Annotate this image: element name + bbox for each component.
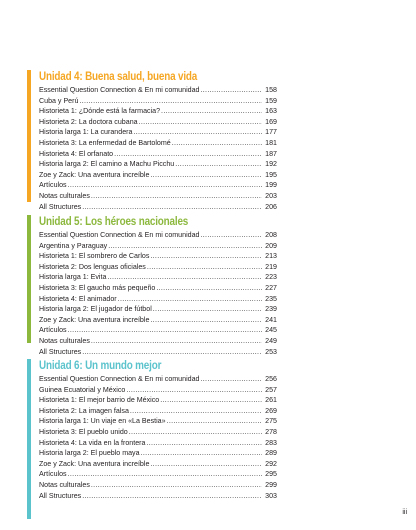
dot-leader — [156, 283, 262, 294]
page-number: iii — [402, 509, 407, 516]
toc-entry[interactable] — [39, 336, 277, 347]
toc-entry-title: Historieta 2: La imagen falsa — [39, 406, 129, 415]
toc-entry-title: Historia larga 2: El jugador de fútbol — [39, 305, 152, 314]
toc-entry-title: Historieta 3: El pueblo unido — [39, 427, 128, 436]
toc-entry[interactable] — [39, 283, 277, 294]
unit-5-section — [27, 215, 277, 356]
toc-entry-page: 278 — [265, 427, 277, 436]
toc-entry-page: 299 — [265, 480, 277, 489]
toc-entry-title: Essential Question Connection & En mi comunidad — [39, 231, 200, 239]
toc-entry[interactable] — [39, 395, 277, 406]
dot-leader — [139, 117, 262, 128]
toc-entry[interactable] — [39, 170, 277, 181]
unit-5-entries — [39, 230, 277, 357]
toc-entry-page: 275 — [265, 417, 277, 426]
dot-leader — [91, 336, 262, 347]
toc-entry-page: 192 — [265, 160, 277, 169]
toc-entry[interactable] — [39, 406, 277, 417]
dot-leader — [175, 159, 262, 170]
toc-entry-title: Zoe y Zack: Una aventura increíble — [39, 170, 150, 179]
toc-entry-title: Historieta 3: La enfermedad de Bartolomé — [39, 138, 171, 147]
toc-entry[interactable] — [39, 117, 277, 128]
toc-entry-page: 209 — [265, 241, 277, 250]
toc-entry[interactable] — [39, 325, 277, 336]
dot-leader — [118, 294, 262, 305]
dot-leader — [201, 85, 263, 96]
toc-entry[interactable] — [39, 202, 277, 213]
dot-leader — [150, 459, 262, 470]
unit-6-section — [27, 359, 277, 519]
toc-entry-page: 283 — [265, 438, 277, 447]
toc-entry-title: Essential Question Connection & En mi comunidad — [39, 86, 200, 94]
toc-entry[interactable] — [39, 480, 277, 491]
dot-leader — [91, 480, 262, 491]
toc-entry-title: Historieta 1: El sombrero de Carlos — [39, 252, 150, 261]
toc-entry-page: 203 — [265, 191, 277, 200]
toc-entry-page: 158 — [265, 86, 277, 94]
toc-entry-title: Notas culturales — [39, 191, 90, 200]
toc-entry-title: Historieta 1: ¿Dónde está la farmacia? — [39, 107, 161, 116]
toc-entry-page: 303 — [265, 491, 277, 500]
toc-entry[interactable] — [39, 416, 277, 427]
dot-leader — [68, 469, 262, 480]
toc-entry-page: 261 — [265, 396, 277, 405]
dot-leader — [150, 170, 262, 181]
dot-leader — [150, 315, 262, 326]
toc-entry-page: 169 — [265, 117, 277, 126]
toc-entry[interactable] — [39, 315, 277, 326]
toc-entry-page: 159 — [265, 96, 277, 105]
toc-entry[interactable] — [39, 138, 277, 149]
toc-entry[interactable] — [39, 427, 277, 438]
toc-entry[interactable] — [39, 85, 277, 96]
toc-entry-page: 177 — [265, 128, 277, 137]
toc-entry[interactable] — [39, 438, 277, 449]
dot-leader — [201, 374, 263, 385]
toc-entry-page: 292 — [265, 459, 277, 468]
toc-entry-page: 257 — [265, 385, 277, 394]
toc-entry-title: Historieta 3: El gaucho más pequeño — [39, 283, 156, 292]
dot-leader — [201, 230, 263, 241]
toc-entry-page: 295 — [265, 470, 277, 479]
toc-entry-title: Cuba y Perú — [39, 96, 79, 105]
toc-entry-page: 269 — [265, 406, 277, 415]
dot-leader — [130, 406, 262, 417]
toc-entry[interactable] — [39, 491, 277, 502]
toc-entry-title: Historia larga 1: Un viaje en «La Bestia» — [39, 417, 166, 426]
dot-leader — [108, 241, 262, 252]
dot-leader — [82, 491, 262, 502]
toc-entry[interactable] — [39, 272, 277, 283]
toc-entry-page: 245 — [265, 326, 277, 335]
toc-entry-page: 163 — [265, 107, 277, 116]
toc-entry-page: 181 — [265, 138, 277, 147]
dot-leader — [91, 191, 262, 202]
toc-entry-title: Zoe y Zack: Una aventura increíble — [39, 459, 150, 468]
toc-entry-title: Essential Question Connection & En mi comunidad — [39, 375, 200, 383]
unit-6-color-bar — [27, 359, 31, 519]
dot-leader — [153, 304, 262, 315]
toc-entry-title: Notas culturales — [39, 480, 90, 489]
toc-entry[interactable] — [39, 106, 277, 117]
toc-entry[interactable] — [39, 191, 277, 202]
dot-leader — [126, 385, 262, 396]
unit-4-entries — [39, 85, 277, 212]
toc-entry-title: Historieta 1: El mejor barrio de México — [39, 396, 160, 405]
toc-entry-page: 219 — [265, 262, 277, 271]
toc-entry-title: All Structures — [39, 347, 82, 356]
toc-entry[interactable] — [39, 459, 277, 470]
toc-entry-page: 223 — [265, 273, 277, 282]
toc-entry-title: Historia larga 2: El camino a Machu Picchu — [39, 160, 175, 169]
toc-entry[interactable] — [39, 96, 277, 107]
dot-leader — [146, 438, 262, 449]
toc-entry-title: Artículos — [39, 181, 67, 190]
toc-entry-page: 208 — [265, 231, 277, 239]
unit-5-title: Unidad 5: Los héroes nacionales — [39, 216, 189, 228]
toc-entry-title: Artículos — [39, 326, 67, 335]
toc-entry[interactable] — [39, 241, 277, 252]
unit-4-section — [27, 70, 277, 211]
toc-entry-page: 249 — [265, 336, 277, 345]
unit-6-entries — [39, 374, 277, 501]
toc-entry-title: Argentina y Paraguay — [39, 241, 108, 250]
dot-leader — [160, 395, 262, 406]
toc-entry-page: 227 — [265, 283, 277, 292]
dot-leader — [133, 127, 262, 138]
toc-entry[interactable] — [39, 448, 277, 459]
dot-leader — [82, 347, 262, 358]
toc-entry-title: Notas culturales — [39, 336, 90, 345]
dot-leader — [161, 106, 262, 117]
toc-entry-page: 206 — [265, 202, 277, 211]
toc-entry[interactable] — [39, 469, 277, 480]
toc-entry-page: 195 — [265, 170, 277, 179]
unit-4-title: Unidad 4: Buena salud, buena vida — [39, 71, 198, 83]
toc-entry-page: 253 — [265, 347, 277, 356]
dot-leader — [114, 149, 262, 160]
toc-entry-title: Zoe y Zack: Una aventura increíble — [39, 315, 150, 324]
toc-entry[interactable] — [39, 159, 277, 170]
dot-leader — [167, 416, 262, 427]
toc-entry-title: Historieta 4: El animador — [39, 294, 117, 303]
toc-entry[interactable] — [39, 304, 277, 315]
toc-entry-page: 256 — [265, 375, 277, 383]
unit-4-color-bar — [27, 70, 31, 202]
toc-entry-title: Historia larga 1: La curandera — [39, 128, 133, 137]
dot-leader — [68, 325, 262, 336]
toc-entry-title: Historieta 2: Dos lenguas oficiales — [39, 262, 146, 271]
toc-entry-page: 235 — [265, 294, 277, 303]
dot-leader — [107, 272, 262, 283]
toc-entry[interactable] — [39, 180, 277, 191]
toc-entry-title: Historia larga 1: Evita — [39, 273, 107, 282]
dot-leader — [150, 251, 262, 262]
toc-entry-page: 239 — [265, 305, 277, 314]
toc-entry[interactable] — [39, 385, 277, 396]
toc-entry-title: Artículos — [39, 470, 67, 479]
toc-entry-page: 187 — [265, 149, 277, 158]
toc-entry[interactable] — [39, 374, 277, 385]
dot-leader — [68, 180, 262, 191]
toc-entry-title: All Structures — [39, 491, 82, 500]
toc-entry-title: Historieta 4: El orfanato — [39, 149, 114, 158]
toc-entry-page: 213 — [265, 252, 277, 261]
toc-entry[interactable] — [39, 127, 277, 138]
dot-leader — [141, 448, 262, 459]
toc-entry-title: All Structures — [39, 202, 82, 211]
dot-leader — [79, 96, 262, 107]
toc-entry[interactable] — [39, 230, 277, 241]
unit-6-title: Unidad 6: Un mundo mejor — [39, 360, 162, 372]
toc-entry-page: 241 — [265, 315, 277, 324]
toc-entry-page: 199 — [265, 181, 277, 190]
toc-entry-title: Historieta 4: La vida en la frontera — [39, 438, 146, 447]
toc-entry[interactable] — [39, 294, 277, 305]
toc-entry-page: 289 — [265, 449, 277, 458]
toc-entry-title: Historieta 2: La doctora cubana — [39, 117, 138, 126]
toc-entry[interactable] — [39, 347, 277, 358]
toc-entry[interactable] — [39, 149, 277, 160]
dot-leader — [172, 138, 262, 149]
unit-5-color-bar — [27, 215, 31, 343]
dot-leader — [147, 262, 262, 273]
dot-leader — [82, 202, 262, 213]
dot-leader — [129, 427, 262, 438]
toc-entry[interactable] — [39, 262, 277, 273]
toc-entry[interactable] — [39, 251, 277, 262]
toc-entry-title: Historia larga 2: El pueblo maya — [39, 449, 140, 458]
toc-entry-title: Guinea Ecuatorial y México — [39, 385, 126, 394]
